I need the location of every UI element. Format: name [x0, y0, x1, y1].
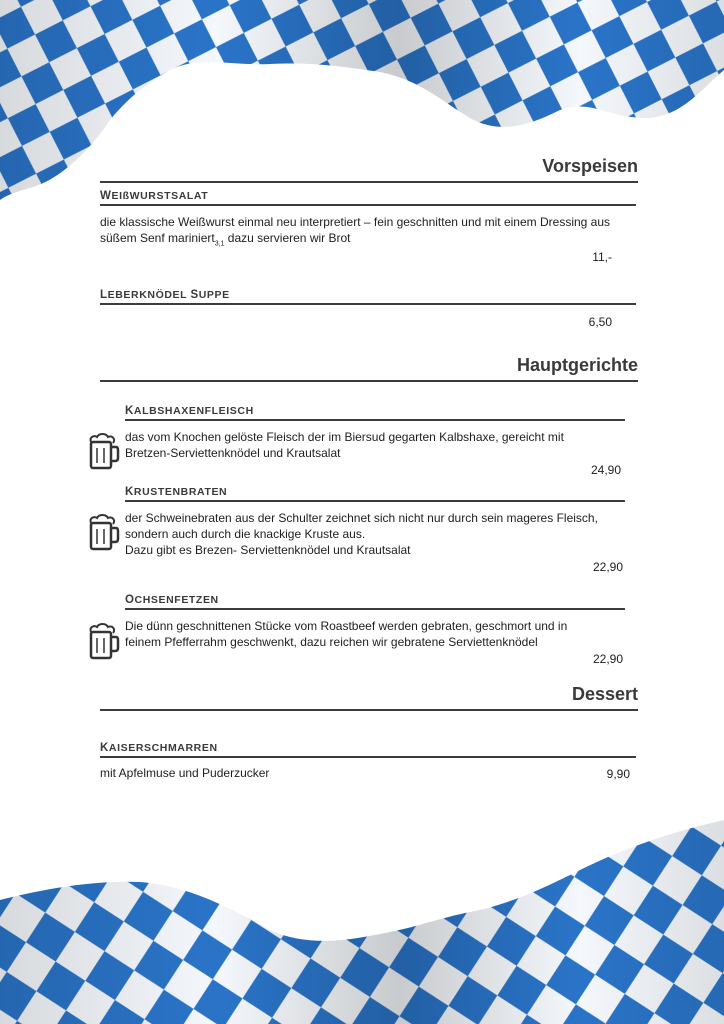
- item-price-leberknoedel-suppe: 6,50: [588, 315, 612, 329]
- item-title-krustenbraten: KRUSTENBRATEN: [125, 486, 625, 502]
- item-price-kalbshaxenfleisch: 24,90: [590, 463, 621, 477]
- item-title-weisswurstsalat: WEIßWURSTSALAT: [100, 190, 636, 206]
- item-description-weisswurstsalat: die klassische Weißwurst einmal neu interpretiert – fein geschnitten und mit einem Dressing aus süßem Senf mariniert$_{3,1}$ dazu servieren wir Brot: [100, 215, 611, 248]
- beer-mug-icon: [84, 622, 120, 662]
- item-description-kalbshaxenfleisch: das vom Knochen gelöste Fleisch der im Biersud gegarten Kalbshaxe, gereicht mit Bretzen-Serviettenknödel und Krautsalat: [125, 430, 564, 460]
- item-description-ochsenfetzen: Die dünn geschnittenen Stücke vom Roastbeef werden gebraten, geschmort und in feinem Pfefferrahm geschwenkt, dazu reichen wir gebratene Serviettenknödel: [125, 619, 568, 649]
- item-title-kaiserschmarren: KAISERSCHMARREN: [100, 742, 636, 758]
- section-heading-hauptgerichte: Hauptgerichte: [100, 355, 638, 382]
- section-heading-dessert: Dessert: [100, 684, 638, 711]
- item-price-kaiserschmarren: 9,90: [606, 767, 630, 781]
- beer-mug-icon: [84, 513, 120, 553]
- item-description-kaiserschmarren: mit Apfelmuse und Puderzucker: [100, 766, 270, 780]
- item-title-ochsenfetzen: OCHSENFETZEN: [125, 594, 625, 610]
- item-price-krustenbraten: 22,90: [592, 560, 623, 574]
- item-price-ochsenfetzen: 22,90: [592, 652, 623, 666]
- section-heading-vorspeisen: Vorspeisen: [100, 156, 638, 183]
- item-title-kalbshaxenfleisch: KALBSHAXENFLEISCH: [125, 405, 625, 421]
- tablecloth-bottom-decoration: [0, 820, 724, 1024]
- item-price-weisswurstsalat: 11,-: [592, 250, 612, 264]
- item-description-krustenbraten: der Schweinebraten aus der Schulter zeichnet sich nicht nur durch sein mageres Fleisch, sondern auch durch die knackige Kruste aus. Dazu gibt es Brezen- Serviettenknödel und Krautsalat: [125, 511, 598, 557]
- beer-mug-icon: [84, 432, 120, 472]
- item-title-leberknoedel-suppe: LEBERKNÖDEL SUPPE: [100, 289, 636, 305]
